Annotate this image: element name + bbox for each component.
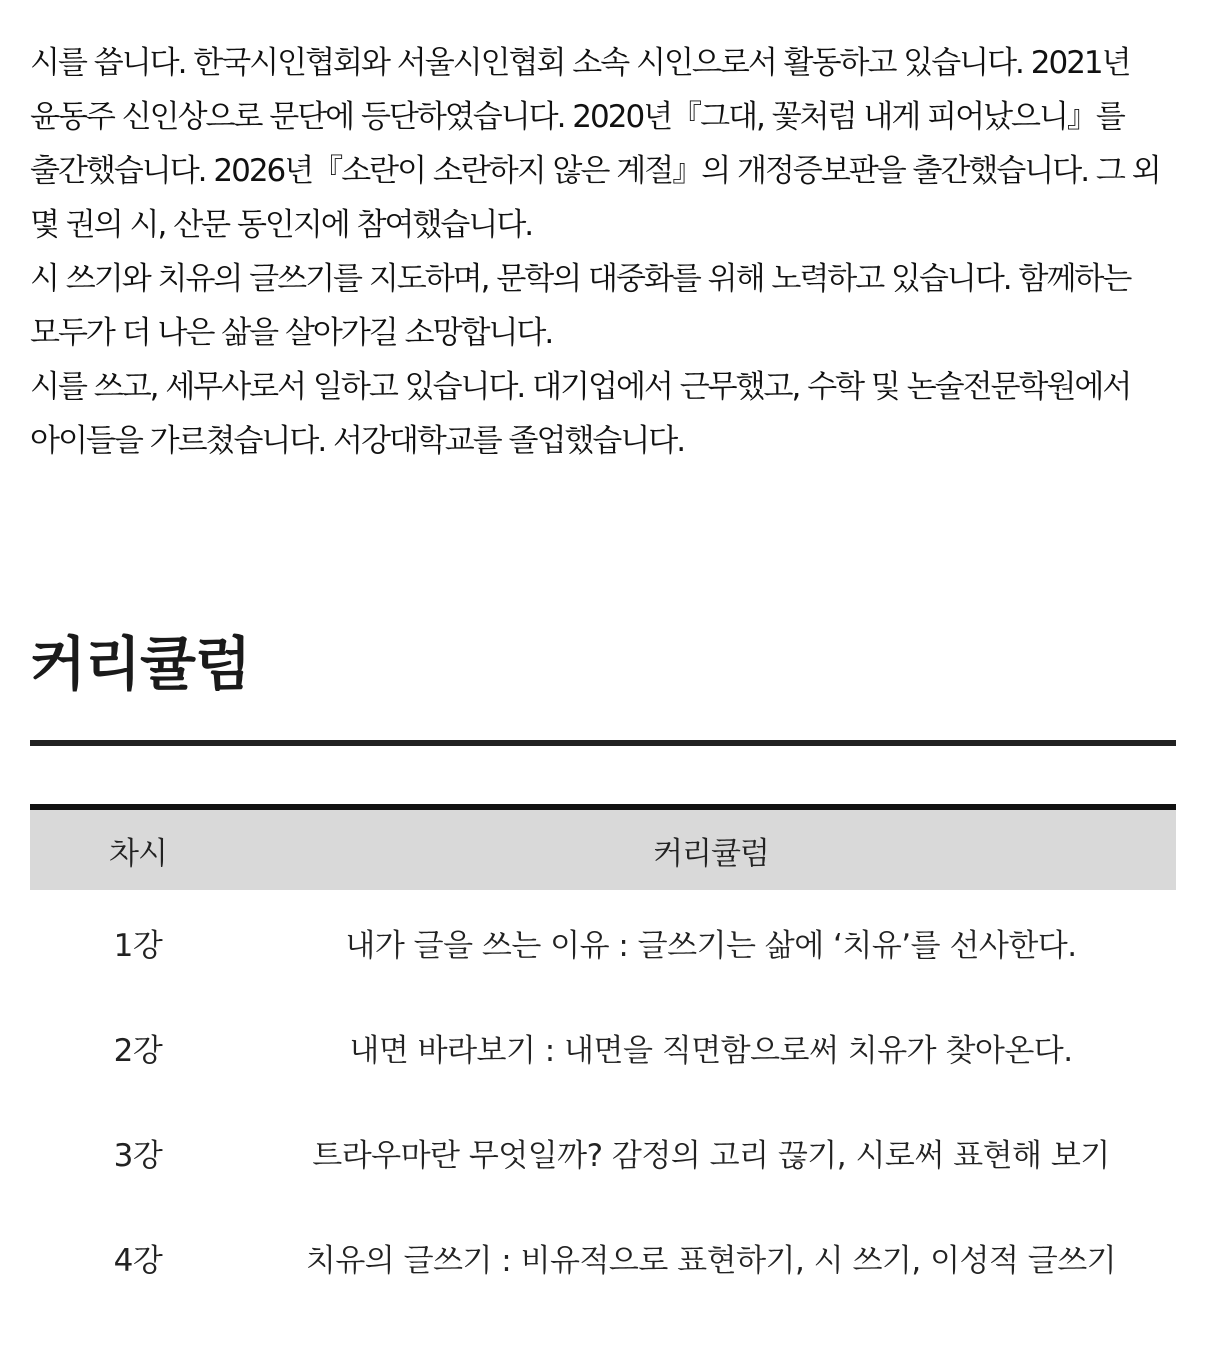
curriculum-title: 커리큘럼 xyxy=(30,630,251,698)
curriculum-table xyxy=(30,804,1176,1310)
topic-cell: 치유의 글쓰기 : 비유적으로 표현하기, 시 쓰기, 이성적 글쓰기 xyxy=(305,1243,1117,1279)
topic-cell: 내가 글을 쓰는 이유 : 글쓰기는 삶에 ‘치유’를 선사한다. xyxy=(345,928,1077,964)
header-session: 차시 xyxy=(109,835,167,872)
session-cell: 2강 xyxy=(113,1033,163,1069)
table-row xyxy=(30,890,1176,995)
table-row xyxy=(30,995,1176,1100)
bio-paragraph: 시를 씁니다. 한국시인협회와 서울시인협회 소속 시인으로서 활동하고 있습니다. 2021년 윤동주 신인상으로 문단에 등단하였습니다. 2020년『그대, 꽃처럼 내게 피어났으니』를 출간했습니다. 2026년『소란이 소란하지 않은 계절』의 개정증보판을 출간했습니다. 그 외 몇 권의 시, 산문 동인지에 참여했습니다. xyxy=(30,45,1160,243)
session-cell: 4강 xyxy=(113,1243,163,1279)
topic-cell: 내면 바라보기 : 내면을 직면함으로써 치유가 찾아온다. xyxy=(349,1033,1073,1069)
page-content xyxy=(30,0,1176,1279)
topic-cell: 트라우마란 무엇일까? 감정의 고리 끊기, 시로써 표현해 보기 xyxy=(312,1138,1110,1174)
table-row xyxy=(30,1205,1176,1310)
title-divider xyxy=(30,740,1176,746)
session-cell: 3강 xyxy=(113,1138,163,1174)
bio-paragraph: 시를 쓰고, 세무사로서 일하고 있습니다. 대기업에서 근무했고, 수학 및 논술전문학원에서 아이들을 가르쳤습니다. 서강대학교를 졸업했습니다. xyxy=(30,369,1131,459)
session-cell: 1강 xyxy=(113,928,163,964)
table-header-row xyxy=(30,807,1176,890)
table-row xyxy=(30,1100,1176,1205)
bio-paragraph: 시 쓰기와 치유의 글쓰기를 지도하며, 문학의 대중화를 위해 노력하고 있습니다. 함께하는 모두가 더 나은 삶을 살아가길 소망합니다. xyxy=(30,261,1131,351)
author-bio xyxy=(30,0,1176,468)
header-topic: 커리큘럼 xyxy=(653,835,769,872)
